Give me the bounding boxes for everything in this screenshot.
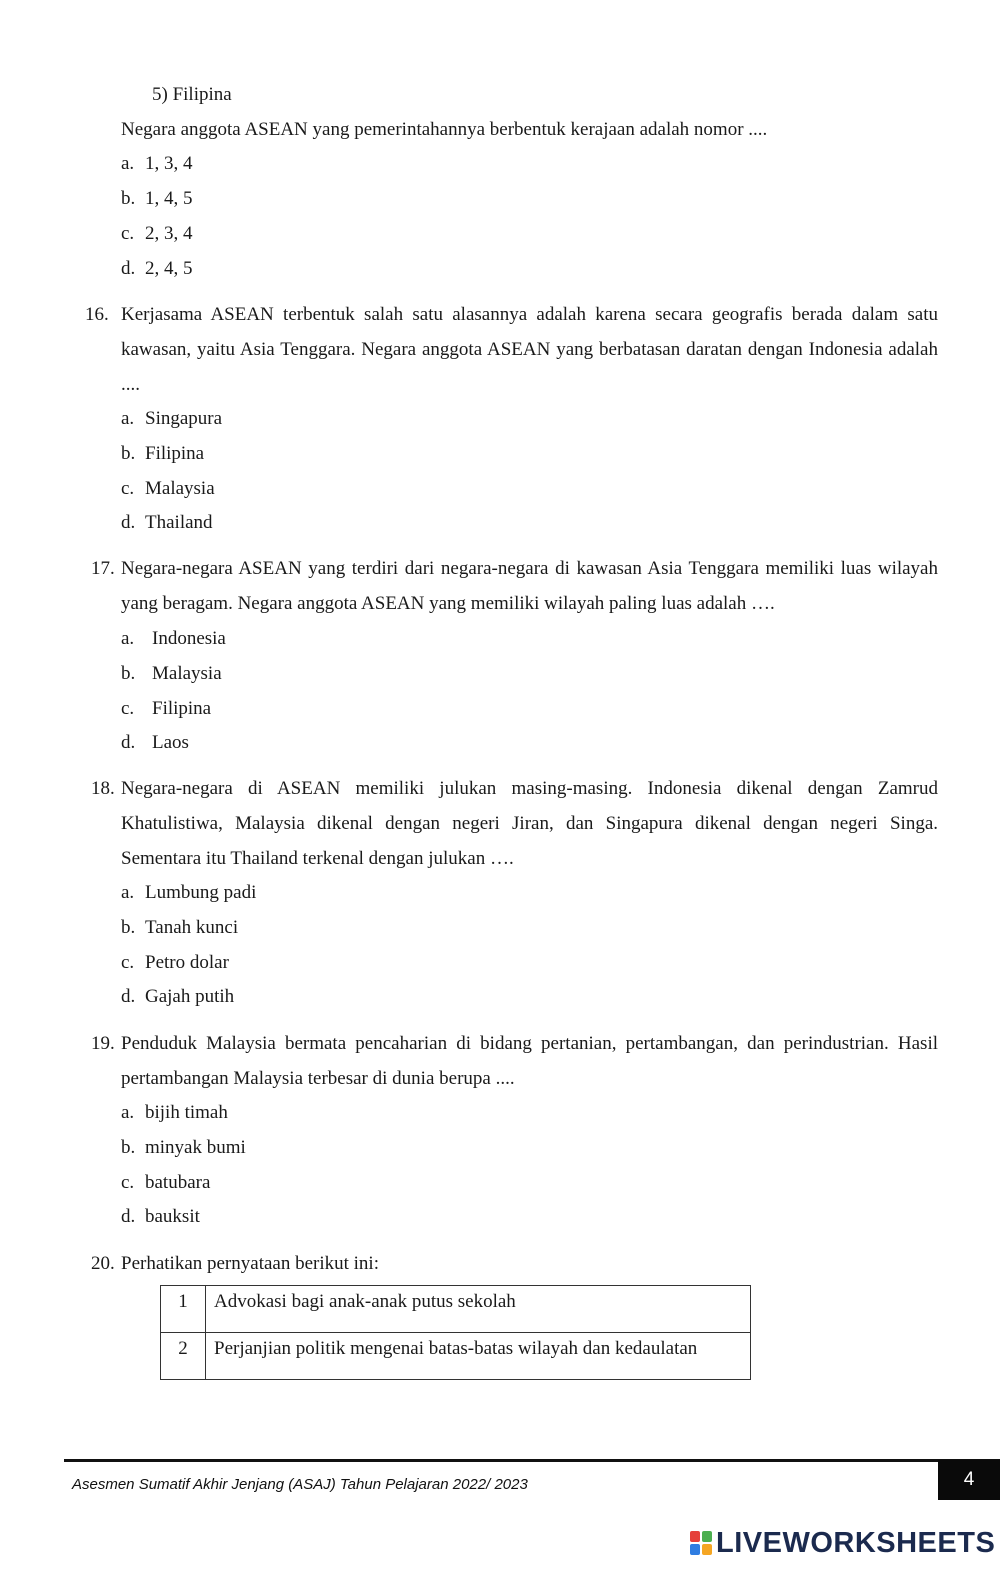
option-text: Malaysia	[145, 478, 215, 499]
question-18-number: 18.	[91, 778, 115, 799]
option-letter: d.	[121, 732, 136, 753]
question-17-option-a[interactable]	[121, 627, 226, 651]
option-text: 1, 4, 5	[145, 188, 193, 209]
option-text: 1, 3, 4	[145, 153, 193, 174]
carryover-option-b[interactable]	[121, 187, 193, 211]
question-19-option-c[interactable]	[121, 1171, 210, 1195]
option-text: Malaysia	[152, 663, 222, 684]
question-18-option-d[interactable]	[121, 985, 234, 1009]
option-text: Thailand	[145, 512, 213, 533]
option-text: Gajah putih	[145, 986, 235, 1007]
statement-text: Advokasi bagi anak-anak putus sekolah	[206, 1286, 751, 1333]
question-18-option-a[interactable]	[121, 881, 256, 905]
option-letter: a.	[121, 408, 135, 429]
option-text: batubara	[145, 1172, 211, 1193]
option-text: Tanah kunci	[145, 917, 239, 938]
statement-text: Perjanjian politik mengenai batas-batas wilayah dan kedaulatan	[206, 1333, 751, 1380]
question-19-number: 19.	[91, 1033, 115, 1054]
question-19-option-b[interactable]	[121, 1136, 246, 1160]
carryover-stem: Negara anggota ASEAN yang pemerintahannya berbentuk kerajaan adalah nomor ....	[121, 119, 768, 140]
option-letter: d.	[121, 258, 136, 279]
option-text: Filipina	[145, 443, 205, 464]
statement-number: 2	[161, 1333, 206, 1380]
option-letter: b.	[121, 188, 136, 209]
question-17-option-b[interactable]	[121, 662, 222, 686]
question-16-stem: Kerjasama ASEAN terbentuk salah satu alasannya adalah karena secara geografis berada dalam satu kawasan, yaitu Asia Tenggara. Negara anggota ASEAN yang berbatasan daratan dengan Indonesia adalah ....	[121, 304, 938, 395]
question-18-option-b[interactable]	[121, 916, 238, 940]
option-text: Lumbung padi	[145, 882, 257, 903]
option-text: bijih timah	[145, 1102, 228, 1123]
statement-number: 1	[161, 1286, 206, 1333]
option-letter: b.	[121, 443, 136, 464]
option-text: Filipina	[152, 698, 212, 719]
page-number: 4	[938, 1460, 1000, 1500]
question-16-option-b[interactable]	[121, 442, 204, 466]
footer-title: Asesmen Sumatif Akhir Jenjang (ASAJ) Tahun Pelajaran 2022/ 2023	[72, 1476, 528, 1493]
liveworksheets-logo	[690, 1526, 995, 1560]
option-letter: b.	[121, 1137, 136, 1158]
question-19-option-d[interactable]	[121, 1205, 200, 1229]
option-text: 2, 4, 5	[145, 258, 193, 279]
footer-rule	[64, 1459, 1000, 1462]
question-16-option-d[interactable]	[121, 511, 213, 535]
question-17-number: 17.	[91, 558, 115, 579]
liveworksheets-logo-icon	[690, 1531, 712, 1555]
option-letter: a.	[121, 882, 135, 903]
option-letter: a.	[121, 153, 135, 174]
option-letter: c.	[121, 698, 135, 719]
option-letter: c.	[121, 1172, 135, 1193]
table-row	[161, 1286, 751, 1333]
option-text: Indonesia	[152, 628, 226, 649]
carryover-option-d[interactable]	[121, 257, 193, 281]
option-text: Laos	[152, 732, 189, 753]
question-19-stem: Penduduk Malaysia bermata pencaharian di bidang pertanian, pertambangan, dan perindustrian. Hasil pertambangan Malaysia terbesar di dunia berupa ....	[121, 1033, 938, 1089]
carryover-item-5: 5) Filipina	[152, 84, 232, 105]
carryover-option-a[interactable]	[121, 152, 193, 176]
option-text: bauksit	[145, 1206, 200, 1227]
question-17-option-c[interactable]	[121, 697, 211, 721]
question-19-option-a[interactable]	[121, 1101, 228, 1125]
option-letter: c.	[121, 478, 135, 499]
option-letter: d.	[121, 986, 136, 1007]
statement-table	[160, 1285, 751, 1380]
option-letter: d.	[121, 512, 136, 533]
question-17-stem: Negara-negara ASEAN yang terdiri dari negara-negara di kawasan Asia Tenggara memiliki luas wilayah yang beragam. Negara anggota ASEAN yang memiliki wilayah paling luas adalah ….	[121, 558, 938, 614]
option-letter: b.	[121, 917, 136, 938]
option-letter: d.	[121, 1206, 136, 1227]
option-letter: c.	[121, 952, 135, 973]
question-20-number: 20.	[91, 1253, 115, 1274]
question-20-stem: Perhatikan pernyataan berikut ini:	[121, 1253, 379, 1274]
question-17-option-d[interactable]	[121, 731, 189, 755]
option-text: 2, 3, 4	[145, 223, 193, 244]
option-text: Petro dolar	[145, 952, 229, 973]
brand-name: LIVEWORKSHEETS	[716, 1526, 996, 1559]
table-row	[161, 1333, 751, 1380]
question-16-option-a[interactable]	[121, 407, 222, 431]
question-18-stem: Negara-negara di ASEAN memiliki julukan masing-masing. Indonesia dikenal dengan Zamrud Khatulistiwa, Malaysia dikenal dengan negeri Jiran, dan Singapura dikenal dengan negeri Singa. Sementara itu Thailand terkenal dengan julukan ….	[121, 778, 938, 869]
carryover-option-c[interactable]	[121, 222, 193, 246]
option-letter: b.	[121, 663, 136, 684]
question-18-option-c[interactable]	[121, 951, 229, 975]
option-text: minyak bumi	[145, 1137, 246, 1158]
question-16-number: 16.	[85, 304, 109, 325]
question-16-option-c[interactable]	[121, 477, 215, 501]
option-letter: a.	[121, 1102, 135, 1123]
option-text: Singapura	[145, 408, 223, 429]
option-letter: c.	[121, 223, 135, 244]
option-letter: a.	[121, 628, 135, 649]
